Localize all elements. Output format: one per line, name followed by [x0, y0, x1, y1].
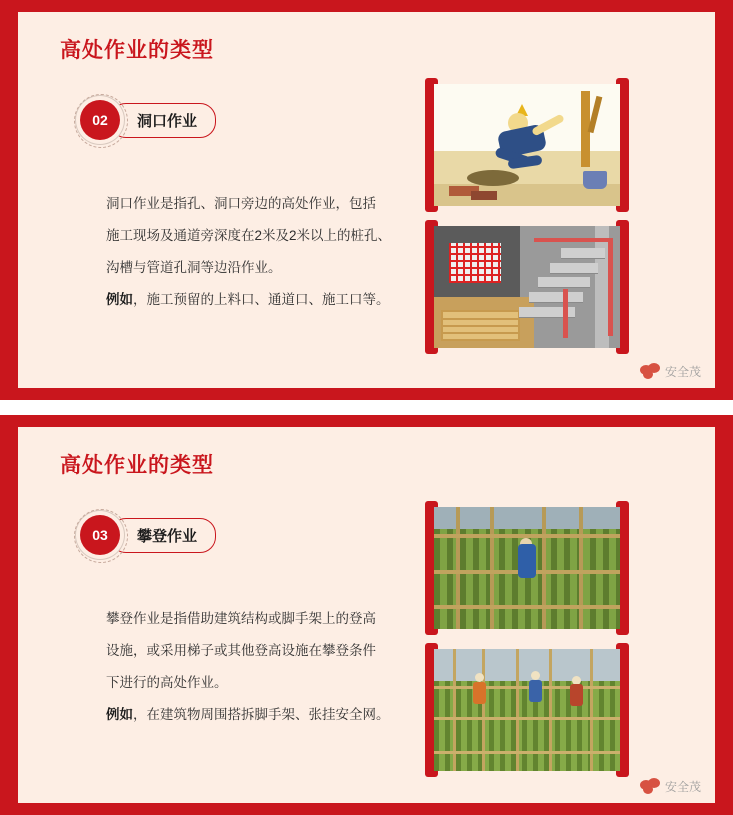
slide-card-03 — [0, 415, 733, 815]
slide-separator — [0, 400, 733, 415]
image-frame-opening — [434, 226, 620, 348]
example-prefix: 例如 — [106, 292, 133, 307]
slide-inner-panel — [18, 427, 715, 803]
example-line — [106, 284, 446, 316]
scaffold-climbing-worker-photo — [434, 507, 620, 629]
wechat-bubble-icon — [640, 363, 660, 380]
floor-opening-stairwell-photo — [434, 226, 620, 348]
cartoon-falling-worker — [434, 84, 620, 206]
section-badge — [80, 515, 216, 555]
body-text-block — [106, 188, 446, 316]
paragraph-line: 施工现场及通道旁深度在2米及2米以上的桩孔、 — [106, 228, 392, 243]
watermark-text: 安全茂 — [664, 780, 701, 794]
slide-card-02 — [0, 0, 733, 400]
paragraph-line: 下进行的高处作业。 — [106, 675, 228, 690]
section-badge — [80, 100, 216, 140]
paragraph-line: 攀登作业是指借助建筑结构或脚手架上的登高 — [106, 611, 376, 626]
scaffold-bamboo-workers-photo — [434, 649, 620, 771]
example-line — [106, 699, 446, 731]
watermark-logo — [640, 363, 701, 380]
section-label: 攀登作业 — [110, 518, 216, 553]
example-text: ，在建筑物周围搭拆脚手架、张挂安全网。 — [133, 707, 390, 722]
paragraph-line: 沟槽与管道孔洞等边沿作业。 — [106, 260, 282, 275]
paragraph-line: 洞口作业是指孔、洞口旁边的高处作业，包括 — [106, 196, 376, 211]
wechat-bubble-icon — [640, 778, 660, 795]
page-title: 高处作业的类型 — [60, 454, 214, 477]
section-number: 02 — [80, 100, 120, 140]
image-frame-scaffold-1 — [434, 507, 620, 629]
example-prefix: 例如 — [106, 707, 133, 722]
watermark-text: 安全茂 — [664, 365, 701, 379]
image-frame-scaffold-2 — [434, 649, 620, 771]
example-text: ，施工预留的上料口、通道口、施工口等。 — [133, 292, 390, 307]
body-text-block — [106, 603, 446, 731]
slide-inner-panel — [18, 12, 715, 388]
paragraph-line: 设施，或采用梯子或其他登高设施在攀登条件 — [106, 643, 376, 658]
image-frame-cartoon — [434, 84, 620, 206]
section-label: 洞口作业 — [110, 103, 216, 138]
watermark-logo — [640, 778, 701, 795]
page-title: 高处作业的类型 — [60, 39, 214, 62]
section-number: 03 — [80, 515, 120, 555]
